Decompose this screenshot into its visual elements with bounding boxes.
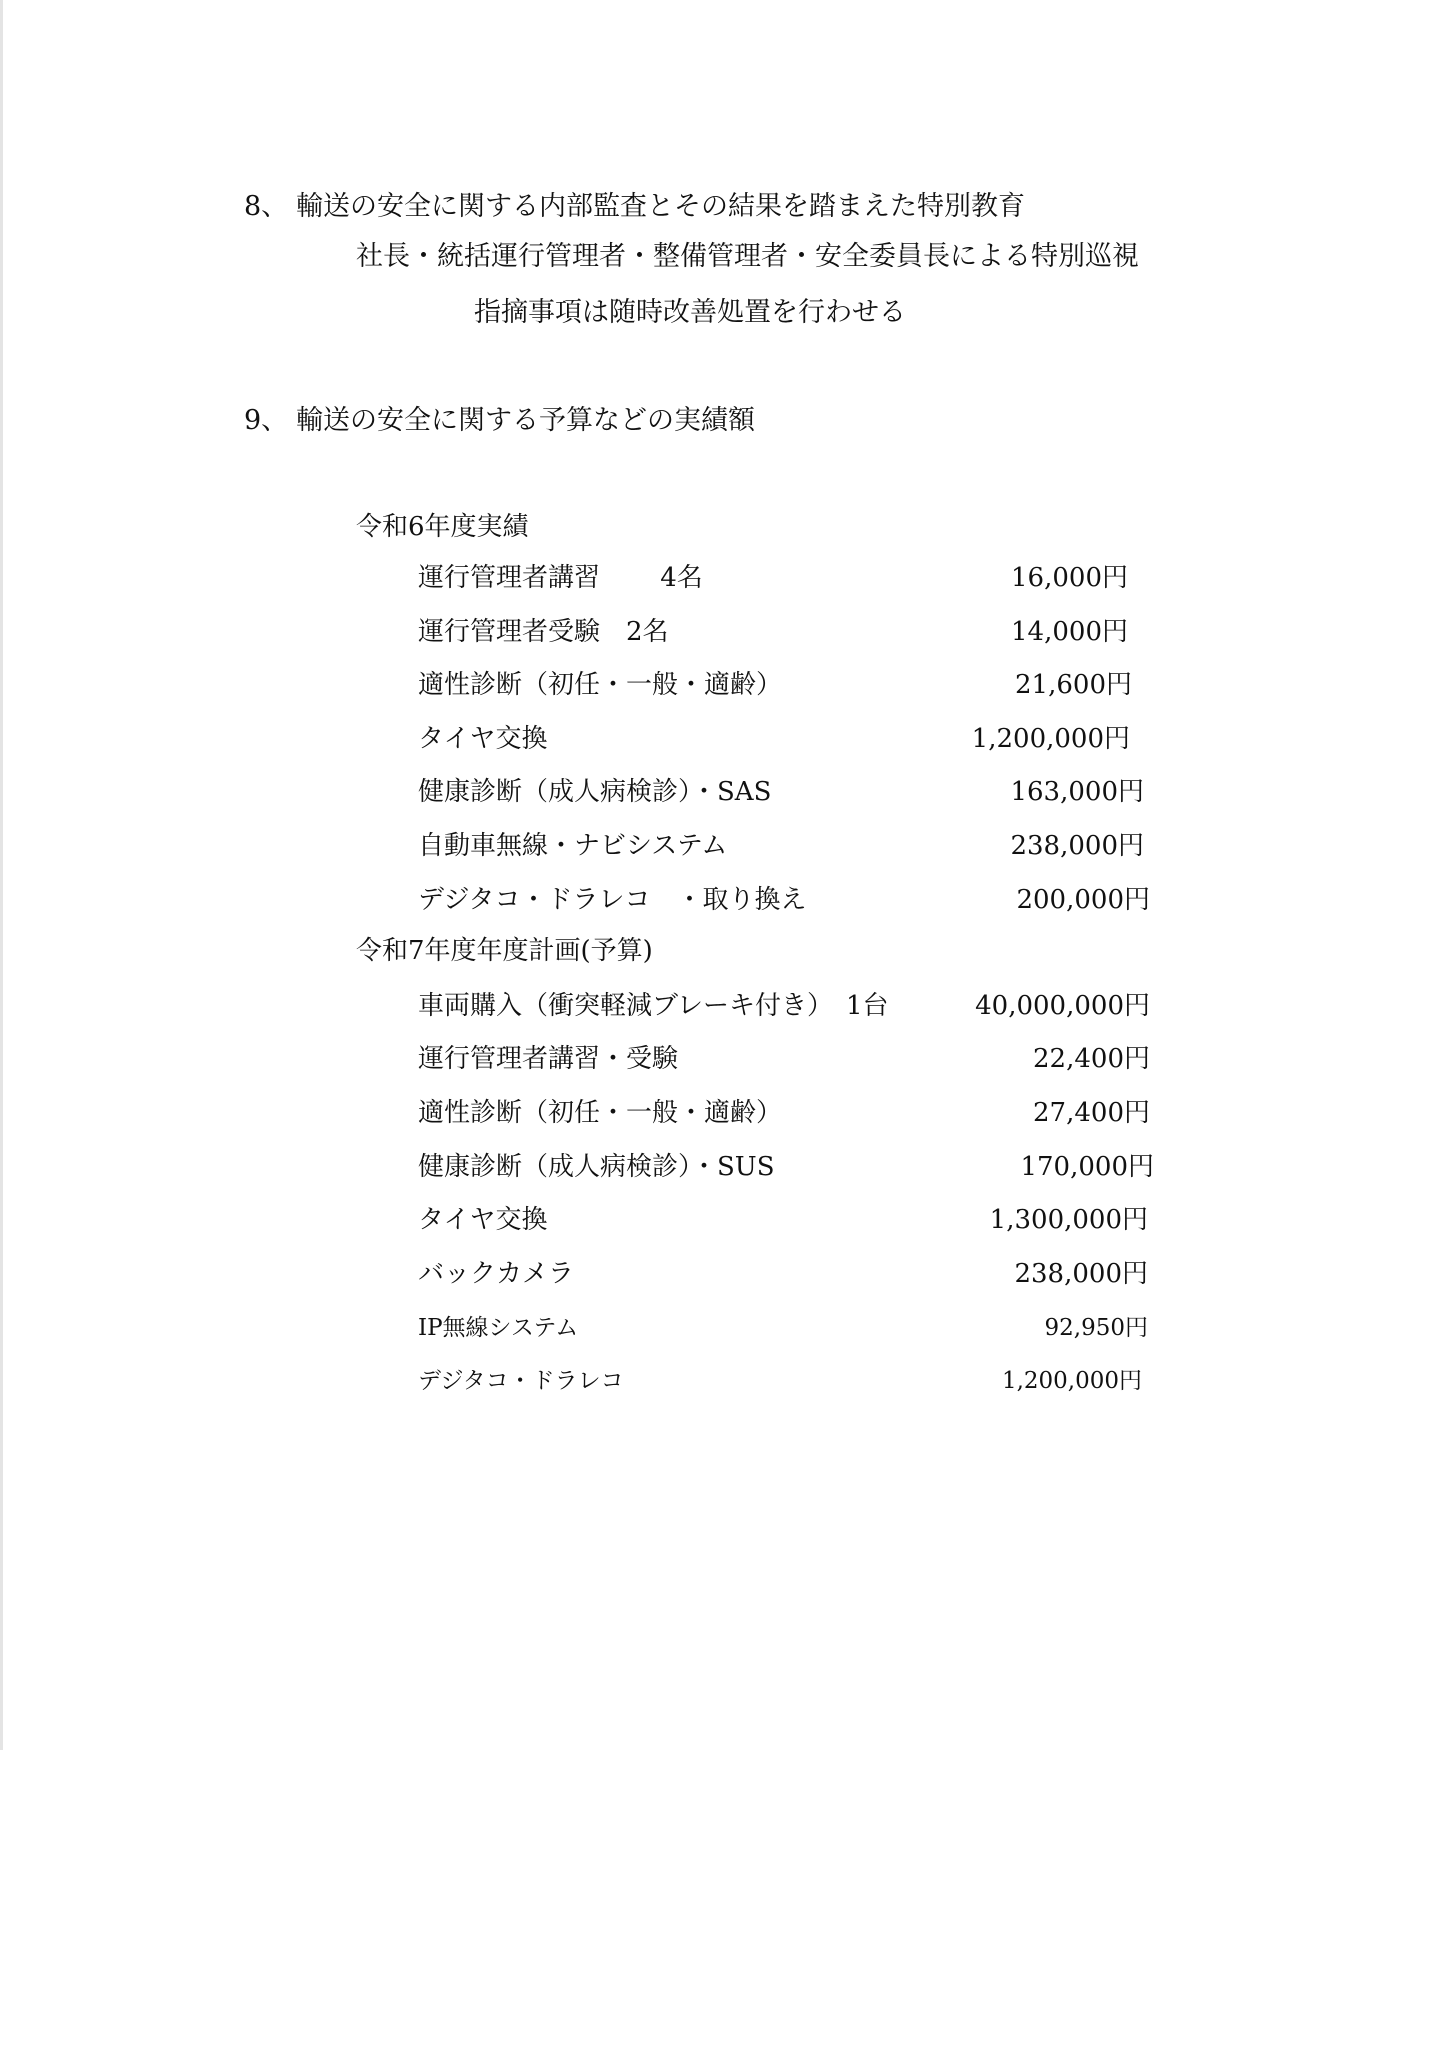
r7-item-label: 運行管理者講習・受験: [418, 1044, 679, 1074]
section-8-line-1: 社長・統括運行管理者・整備管理者・安全委員長による特別巡視: [356, 241, 1139, 272]
r7-item-label: IP無線システム: [418, 1315, 579, 1341]
r7-item: [418, 1310, 1158, 1346]
r7-item-label: デジタコ・ドラレコ: [418, 1368, 624, 1394]
r7-item-label: 車両購入（衝突軽減ブレーキ付き） 1台: [418, 991, 889, 1021]
r7-item-label: バックカメラ: [418, 1259, 575, 1289]
r6-item: [418, 721, 1158, 757]
r6-item-amount: 238,000円: [1010, 831, 1144, 861]
section-8-line-2: 指摘事項は随時改善処置を行わせる: [474, 297, 906, 328]
r7-item-label: 健康診断（成人病検診）・SUS: [418, 1152, 775, 1182]
r6-item: [418, 560, 1158, 596]
r6-item-amount: 163,000円: [1010, 777, 1144, 807]
r6-item-label: 自動車無線・ナビシステム: [418, 831, 728, 861]
r7-item-amount: 238,000円: [1014, 1259, 1148, 1289]
r6-item-amount: 14,000円: [1011, 617, 1128, 647]
r7-item: [418, 1041, 1158, 1077]
section-8-title: 輸送の安全に関する内部監査とその結果を踏まえた特別教育: [296, 191, 1025, 222]
r6-item-amount: 1,200,000円: [971, 724, 1130, 754]
r6-item: [418, 882, 1158, 918]
r7-item-amount: 22,400円: [1033, 1044, 1150, 1074]
r6-item-label: 運行管理者受験 2名: [418, 617, 669, 647]
r7-item: [418, 1256, 1158, 1292]
r6-item-label: 健康診断（成人病検診）・SAS: [418, 777, 772, 807]
r7-item-amount: 27,400円: [1033, 1098, 1150, 1128]
scan-edge: [0, 0, 3, 1750]
section-9-heading: [244, 404, 755, 438]
section-8-heading: [244, 190, 1025, 224]
r6-item-amount: 16,000円: [1011, 563, 1128, 593]
r7-item-amount: 40,000,000円: [975, 991, 1150, 1021]
r7-item: [418, 1095, 1158, 1131]
r7-heading: 令和7年度年度計画(予算): [356, 936, 653, 966]
r6-item: [418, 828, 1158, 864]
r7-item-amount: 170,000円: [1020, 1152, 1154, 1182]
r6-item-label: 適性診断（初任・一般・適齢）: [418, 670, 783, 700]
section-8-number: 8、: [244, 191, 289, 222]
r7-item: [418, 1363, 1158, 1399]
r7-item-label: タイヤ交換: [418, 1205, 548, 1235]
r6-item: [418, 667, 1158, 703]
r6-item-amount: 21,600円: [1015, 670, 1132, 700]
r6-item: [418, 774, 1158, 810]
r6-item-amount: 200,000円: [1016, 885, 1150, 915]
r6-item-label: 運行管理者講習 4名: [418, 563, 703, 593]
section-9-title: 輸送の安全に関する予算などの実績額: [296, 405, 755, 436]
r7-item-amount: 1,200,000円: [1001, 1368, 1142, 1394]
r6-item-label: タイヤ交換: [418, 724, 548, 754]
r6-item-label: デジタコ・ドラレコ ・取り換え: [418, 885, 807, 915]
r7-item-amount: 92,950円: [1044, 1315, 1148, 1341]
r7-item-amount: 1,300,000円: [989, 1205, 1148, 1235]
r6-heading: 令和6年度実績: [356, 512, 529, 542]
r7-item: [418, 988, 1158, 1024]
r7-item: [418, 1202, 1158, 1238]
r6-item: [418, 614, 1158, 650]
r7-item: [418, 1149, 1158, 1185]
section-9-number: 9、: [244, 405, 289, 436]
r7-item-label: 適性診断（初任・一般・適齢）: [418, 1098, 783, 1128]
